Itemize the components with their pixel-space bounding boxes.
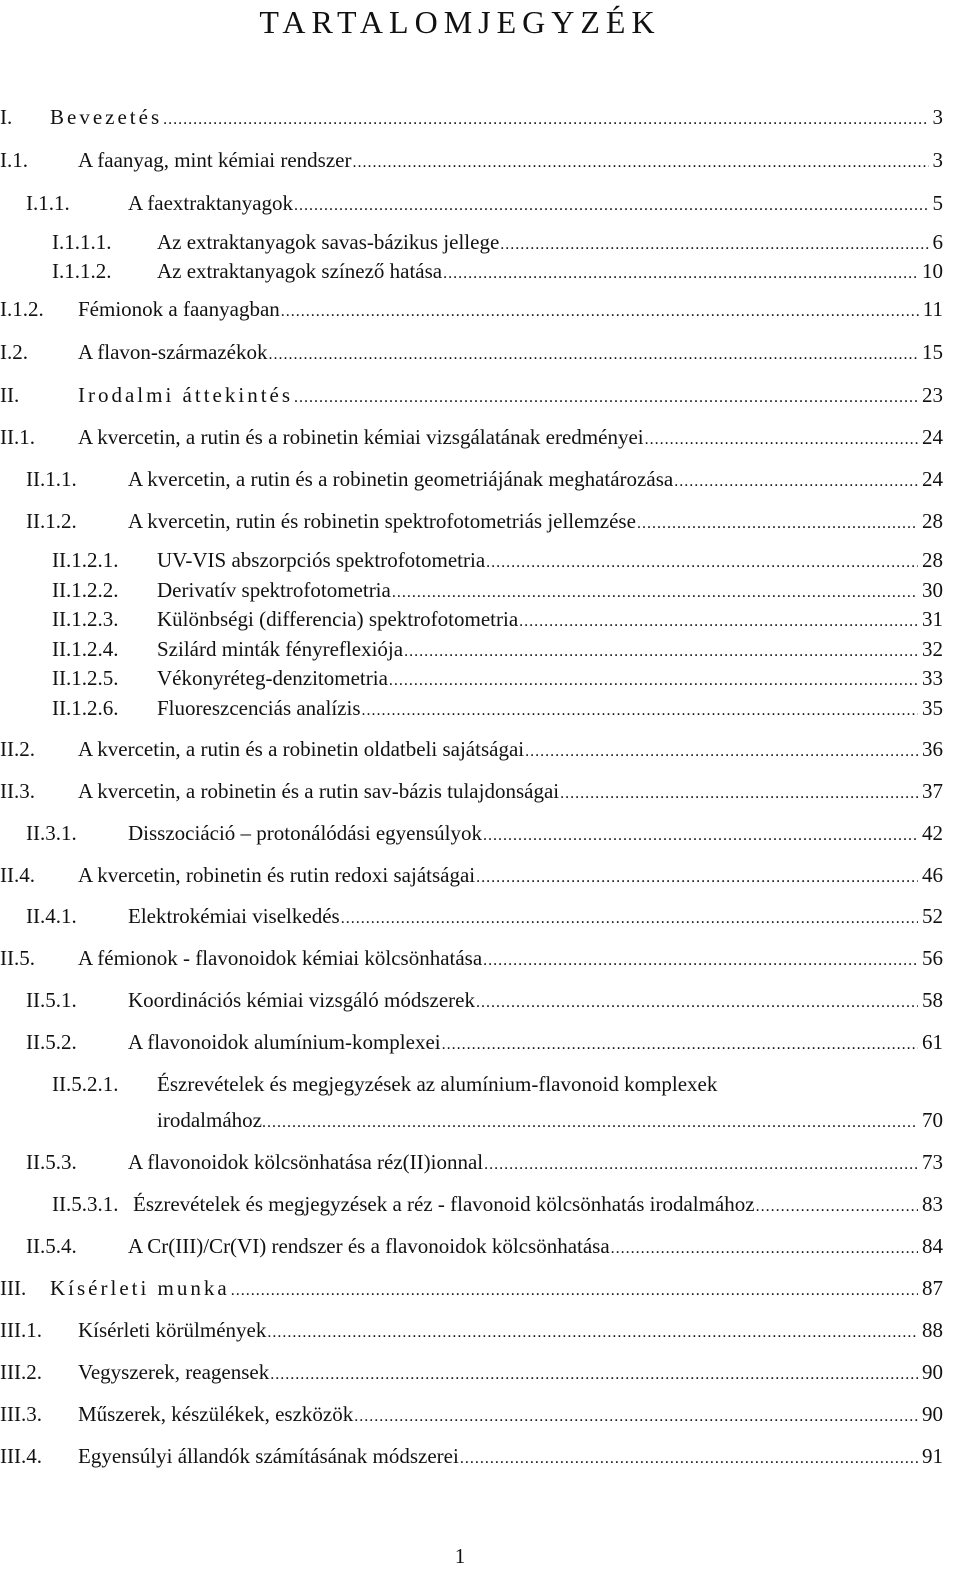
dot-leader	[476, 986, 918, 1017]
toc-entry-label: A kvercetin, robinetin és rutin redoxi sajátságai	[78, 863, 476, 887]
toc-entry-number: I.1.2.	[0, 297, 44, 321]
toc-entry-number: I.1.1.2.	[52, 259, 112, 283]
toc-entry-number: I.1.1.	[26, 191, 70, 215]
toc-entry-label: Irodalmi áttekintés	[78, 383, 294, 407]
toc-entry-label: A flavon-származékok	[78, 340, 268, 364]
toc-entry-label: Kísérleti körülmények	[78, 1318, 267, 1342]
toc-entry	[0, 576, 943, 604]
toc-entry	[0, 546, 943, 574]
toc-entry	[0, 1442, 943, 1470]
toc-entry	[0, 861, 943, 889]
dot-leader	[392, 576, 918, 607]
toc-entry-page: 35	[922, 696, 943, 720]
dot-leader	[281, 295, 919, 326]
toc-entry-page: 84	[922, 1234, 943, 1258]
toc-entry-page: 3	[932, 148, 943, 172]
toc-entry	[0, 1070, 943, 1098]
toc-entry-page: 5	[932, 191, 943, 215]
toc-entry	[0, 986, 943, 1014]
dot-leader	[352, 146, 928, 177]
dot-leader	[519, 605, 918, 636]
toc-entry-page: 46	[922, 863, 943, 887]
dot-leader	[294, 381, 918, 412]
toc-entry-number: II.1.2.1.	[52, 548, 119, 572]
toc-entry-label: Elektrokémiai viselkedés	[128, 904, 340, 928]
dot-leader	[231, 1274, 918, 1305]
toc-entry	[0, 465, 943, 493]
dot-leader	[389, 664, 918, 695]
toc-entry-page: 56	[922, 946, 943, 970]
toc-entry-page: 83	[922, 1192, 943, 1216]
toc-entry	[0, 1190, 943, 1218]
toc-entry-label: A flavonoidok alumínium-komplexei	[128, 1030, 441, 1054]
toc-entry-number: I.1.	[0, 148, 28, 172]
toc-entry-number: II.1.2.4.	[52, 637, 119, 661]
dot-leader	[637, 507, 918, 538]
toc-entry-number: II.1.2.	[26, 509, 77, 533]
toc-entry-page: 3	[932, 105, 943, 129]
toc-entry-page: 58	[922, 988, 943, 1012]
dot-leader	[362, 694, 919, 725]
toc-entry-label: A kvercetin, a rutin és a robinetin oldatbeli sajátságai	[78, 737, 525, 761]
toc-entry-label: A faanyag, mint kémiai rendszer	[78, 148, 352, 172]
toc-entry-number: I.1.1.1.	[52, 230, 112, 254]
toc-entry	[0, 507, 943, 535]
toc-entry-label: Az extraktanyagok színező hatása	[157, 259, 443, 283]
dot-leader	[163, 103, 928, 134]
toc-entry-page: 24	[922, 425, 943, 449]
toc-entry-number: II.5.2.	[26, 1030, 77, 1054]
toc-entry-label: Koordinációs kémiai vizsgáló módszerek	[128, 988, 475, 1012]
toc-entry-page: 61	[922, 1030, 943, 1054]
toc-entry	[0, 1232, 943, 1260]
toc-entry-label: Szilárd minták fényreflexiója	[157, 637, 404, 661]
toc-entry-label: A kvercetin, rutin és robinetin spektrofotometriás jellemzése	[128, 509, 636, 533]
toc-entry-page: 10	[922, 259, 943, 283]
toc-entry-label-continuation: irodalmához	[157, 1108, 262, 1132]
toc-entry-page: 42	[922, 821, 943, 845]
toc-entry-page: 52	[922, 904, 943, 928]
toc-entry-number: II.4.	[0, 863, 35, 887]
toc-entry	[0, 819, 943, 847]
toc-entry	[0, 664, 943, 692]
toc-entry-page: 15	[922, 340, 943, 364]
toc-entry-number: II.1.	[0, 425, 35, 449]
toc-entry-number: II.1.2.2.	[52, 578, 119, 602]
page-number: 1	[454, 1544, 466, 1568]
toc-entry	[0, 1316, 943, 1344]
toc-entry-page: 24	[922, 467, 943, 491]
dot-leader	[486, 546, 918, 577]
dot-leader	[483, 819, 918, 850]
toc-entry-label: Fémionok a faanyagban	[78, 297, 280, 321]
dot-leader	[611, 1232, 918, 1263]
toc-entry-label: Derivatív spektrofotometria	[157, 578, 391, 602]
dot-leader	[341, 902, 918, 933]
toc-entry-number: I.	[0, 105, 13, 129]
toc-entry-page: 90	[922, 1360, 943, 1384]
toc-entry-label: Különbségi (differencia) spektrofotometria	[157, 607, 519, 631]
toc-entry	[0, 381, 943, 409]
toc-entry-label: A Cr(III)/Cr(VI) rendszer és a flavonoidok kölcsönhatása	[128, 1234, 610, 1258]
toc-entry-label: A fémionok - flavonoidok kémiai kölcsönhatása	[78, 946, 483, 970]
dot-leader	[756, 1190, 918, 1221]
toc-entry-number: II.5.3.	[26, 1150, 77, 1174]
toc-entry-number: III.3.	[0, 1402, 42, 1426]
toc-entry	[0, 694, 943, 722]
dot-leader	[442, 1028, 918, 1059]
dot-leader	[674, 465, 918, 496]
toc-entry	[0, 103, 943, 131]
toc-entry-continuation	[157, 1106, 943, 1134]
dot-leader	[404, 635, 918, 666]
toc-entry-number: II.1.1.	[26, 467, 77, 491]
toc-entry	[0, 1148, 943, 1176]
dot-leader	[267, 1316, 918, 1347]
dot-leader	[483, 944, 918, 975]
toc-entry-label: Vegyszerek, reagensek	[78, 1360, 270, 1384]
toc-entry-number: II.1.2.5.	[52, 666, 119, 690]
dot-leader	[560, 777, 918, 808]
toc-entry-page: 91	[922, 1444, 943, 1468]
toc-entry	[0, 1400, 943, 1428]
toc-entry-number: II.1.2.3.	[52, 607, 119, 631]
toc-entry-page: 11	[922, 297, 943, 321]
toc-entry	[0, 338, 943, 366]
toc-entry-label: A faextraktanyagok	[128, 191, 294, 215]
toc-entry-number: III.2.	[0, 1360, 42, 1384]
toc-entry-number: II.3.1.	[26, 821, 77, 845]
toc-entry-number: III.1.	[0, 1318, 42, 1342]
toc-entry-number: III.	[0, 1276, 27, 1300]
toc-entry-label: A flavonoidok kölcsönhatása réz(II)ionnal	[128, 1150, 484, 1174]
toc-entry	[0, 902, 943, 930]
toc-entry-number: II.3.	[0, 779, 35, 803]
toc-entry-number: II.4.1.	[26, 904, 77, 928]
toc-entry-label: Bevezetés	[50, 105, 163, 129]
dot-leader	[645, 423, 918, 454]
toc-entry	[0, 635, 943, 663]
toc-entry-label: Kísérleti munka	[50, 1276, 230, 1300]
dot-leader	[443, 257, 918, 288]
toc-entry	[0, 228, 943, 256]
toc-entry-page: 88	[922, 1318, 943, 1342]
toc-entry-page: 87	[922, 1276, 943, 1300]
dot-leader	[500, 228, 928, 259]
toc-entry-page: 33	[922, 666, 943, 690]
dot-leader	[269, 338, 918, 369]
toc-entry-page: 6	[932, 230, 943, 254]
toc-entry	[0, 423, 943, 451]
toc-entry-label: A kvercetin, a rutin és a robinetin kémiai vizsgálatának eredményei	[78, 425, 644, 449]
toc-entry-number: II.2.	[0, 737, 35, 761]
toc-entry-label: Észrevételek és megjegyzések a réz - flavonoid kölcsönhatás irodalmához	[133, 1192, 755, 1216]
toc-entry	[0, 1358, 943, 1386]
toc-entry-page: 28	[922, 509, 943, 533]
toc-entry-label: Vékonyréteg-denzitometria	[157, 666, 388, 690]
toc-entry-number: II.5.2.1.	[52, 1072, 119, 1096]
toc-entry	[0, 605, 943, 633]
toc-entry-label: A kvercetin, a robinetin és a rutin sav-bázis tulajdonságai	[78, 779, 560, 803]
toc-entry	[0, 257, 943, 285]
toc-entry	[0, 189, 943, 217]
toc-entry-page: 73	[922, 1150, 943, 1174]
toc-entry-number: II.1.2.6.	[52, 696, 119, 720]
toc-entry-page: 37	[922, 779, 943, 803]
dot-leader	[476, 861, 918, 892]
toc-entry-label: Észrevételek és megjegyzések az alumínium-flavonoid komplexek	[157, 1072, 718, 1096]
dot-leader	[525, 735, 918, 766]
toc-entry-number: II.5.	[0, 946, 35, 970]
toc-entry	[0, 146, 943, 174]
toc-entry	[0, 295, 943, 323]
toc-entry-number: III.4.	[0, 1444, 42, 1468]
toc-entry-number: II.5.1.	[26, 988, 77, 1012]
dot-leader	[270, 1358, 918, 1389]
toc-entry-label: A kvercetin, a rutin és a robinetin geometriájának meghatározása	[128, 467, 674, 491]
toc-entry-number: I.2.	[0, 340, 28, 364]
dot-leader	[262, 1106, 918, 1134]
toc-entry-page: 36	[922, 737, 943, 761]
dot-leader	[294, 189, 928, 220]
toc-entry-page: 23	[922, 383, 943, 407]
toc-entry-page: 31	[922, 607, 943, 631]
dot-leader	[354, 1400, 918, 1431]
toc-entry-label: Disszociáció – protonálódási egyensúlyok	[128, 821, 483, 845]
toc-entry	[0, 777, 943, 805]
toc-entry-page: 90	[922, 1402, 943, 1426]
dot-leader	[484, 1148, 918, 1179]
toc-entry-page: 70	[922, 1108, 943, 1132]
toc-entry-label: Fluoreszcenciás analízis	[157, 696, 361, 720]
toc-entry	[0, 1028, 943, 1056]
toc-entry-page: 30	[922, 578, 943, 602]
toc-entry-label: Az extraktanyagok savas-bázikus jellege	[157, 230, 500, 254]
toc-entry-page: 32	[922, 637, 943, 661]
toc-entry	[0, 944, 943, 972]
toc-entry	[0, 1274, 943, 1302]
dot-leader	[460, 1442, 918, 1473]
toc-entry-page: 28	[922, 548, 943, 572]
toc-entry-number: II.5.4.	[26, 1234, 77, 1258]
page-title: TARTALOMJEGYZÉK	[259, 4, 661, 40]
toc-entry-label: Műszerek, készülékek, eszközök	[78, 1402, 354, 1426]
toc-entry-label: UV-VIS abszorpciós spektrofotometria	[157, 548, 486, 572]
toc-entry-number: II.5.3.1.	[52, 1192, 119, 1216]
toc-entry-label: Egyensúlyi állandók számításának módszerei	[78, 1444, 459, 1468]
toc-entry	[0, 735, 943, 763]
toc-entry-number: II.	[0, 383, 20, 407]
